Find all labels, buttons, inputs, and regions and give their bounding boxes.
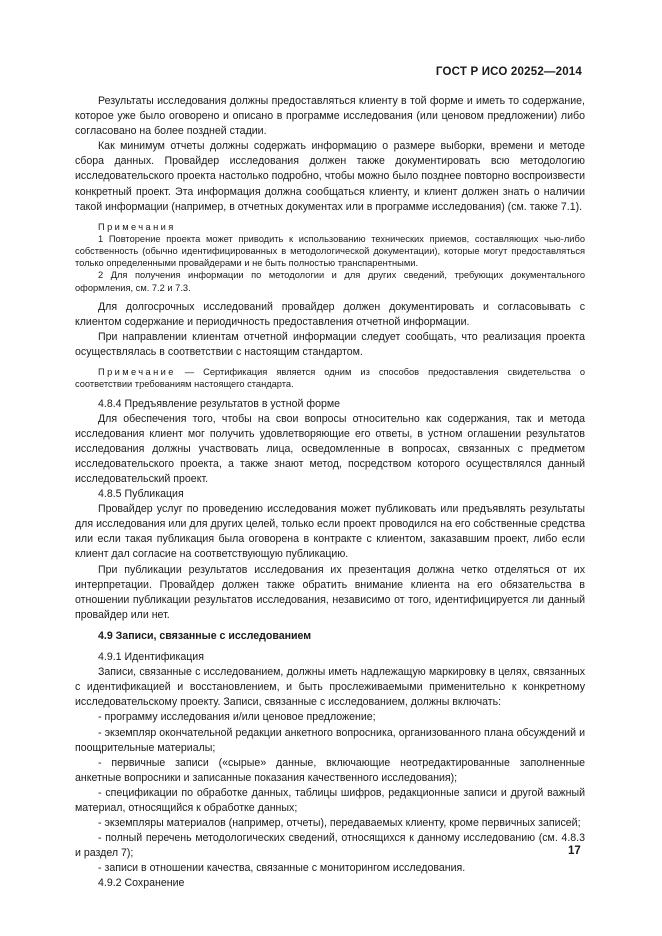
note-2: 2 Для получения информации по методологии и для других сведений, требующих документального оформления, см. 7.2 и 7.3.	[75, 270, 585, 293]
page-number: 17	[568, 845, 581, 857]
paragraph: Для долгосрочных исследований провайдер должен документировать и согласовывать с клиентом содержание и периодичность предоставления отчетной информации.	[75, 300, 585, 328]
page-content	[75, 94, 585, 892]
section-heading-4-9-1: 4.9.1 Идентификация	[98, 651, 204, 664]
list-item: - экземпляр окончательной редакции анкетного вопросника, организованного плана обсуждений и поощрительные материалы;	[75, 726, 585, 754]
paragraph: При публикации результатов исследования их презентация должна четко отделяться от их интерпретации. Провайдер должен также обратить внимание клиента на его обязательства в отношении публикации результатов исследования, независимо от того, идентифицируется ли данный провайдер или нет.	[75, 563, 585, 621]
paragraph: Записи, связанные с исследованием, должны иметь надлежащую маркировку в целях, связанных с идентификацией и восстановлением, и быть прослеживаемыми применительно к конкретному исследовательскому проекту. Записи, связанные с исследованием, должны включать:	[75, 666, 585, 709]
list-item: - спецификации по обработке данных, таблицы шифров, редакционные записи и другой важный материал, относящийся к обработке данных;	[75, 786, 585, 814]
paragraph: Как минимум отчеты должны содержать информацию о размере выборки, времени и методе сбора данных. Провайдер исследования должен также документировать всю методологию исследовательского проекта настолько подробно, чтобы можно было позднее повторно воспроизвести конкретный проект. Эта информация должна сообщаться клиенту, и клиент должен знать о наличии такой информации (например, в отчетных документах или в программе исследования) (см. также 7.1).	[75, 140, 585, 213]
note-1: 1 Повторение проекта может приводить к использованию технических приемов, составляющих чью-либо собственность (обычно идентифицированных в методологической документации), которые могут предоставляться только определенными провайдерами и не быть полностью транспарентными.	[75, 233, 585, 269]
list-item: - полный перечень методологических сведений, относящихся к данному исследованию (см. 4.8.3 и раздел 7);	[75, 832, 585, 860]
section-heading-4-8-4: 4.8.4 Предъявление результатов в устной форме	[98, 397, 341, 410]
paragraph: Результаты исследования должны предоставляться клиенту в той форме и иметь то содержание, которое уже было оговорено и описано в программе исследования (или ценовом предложении) либо согласовано на более поздней стадии.	[75, 95, 585, 138]
notes-heading: Примечания	[98, 221, 176, 232]
note-3	[75, 366, 585, 390]
paragraph: При направлении клиентам отчетной информации следует сообщать, что реализация проекта осуществлялась в соответствии с настоящим стандартом.	[75, 330, 585, 359]
note-text: — Сертификация является одним из способов предоставления свидетельства о соответствии требованиям настоящего стандарта.	[75, 367, 585, 390]
paragraph: Провайдер услуг по проведению исследования может публиковать или предъявлять результаты для исследования или для других целей, только если проект проводился на его собственные средства или если такая публикация была оговорена в контракте с клиентом, заказавшим проект, либо если клиент дал согласие на соответствующую публикацию.	[75, 503, 585, 561]
section-heading-4-9: 4.9 Записи, связанные с исследованием	[98, 629, 312, 642]
note-label: Примечание	[98, 367, 176, 378]
list-item: - записи в отношении качества, связанные с мониторингом исследования.	[98, 862, 466, 875]
paragraph: Для обеспечения того, чтобы на свои вопросы относительно как содержания, так и метода исследования клиент мог получить удовлетворяющие его ответы, в устном оглашении результатов исследования должны участвовать лица, осведомленные в вопросах, связанных с предметом исследовательского проекта, а также знают метод, посредством которого осуществлялся данный исследовательский проект.	[75, 412, 585, 486]
list-item: - экземпляры материалов (например, отчеты), передаваемых клиенту, кроме первичных записей;	[98, 817, 581, 830]
list-item: - программу исследования и/или ценовое предложение;	[98, 711, 376, 724]
document-id: ГОСТ Р ИСО 20252—2014	[435, 66, 582, 78]
section-heading-4-8-5: 4.8.5 Публикация	[98, 488, 184, 501]
section-heading-4-9-2: 4.9.2 Сохранение	[98, 877, 185, 890]
list-item: - первичные записи («сырые» данные, включающие неотредактированные заполненные анкетные вопросники и записанные показания качественного исследования);	[75, 756, 585, 784]
